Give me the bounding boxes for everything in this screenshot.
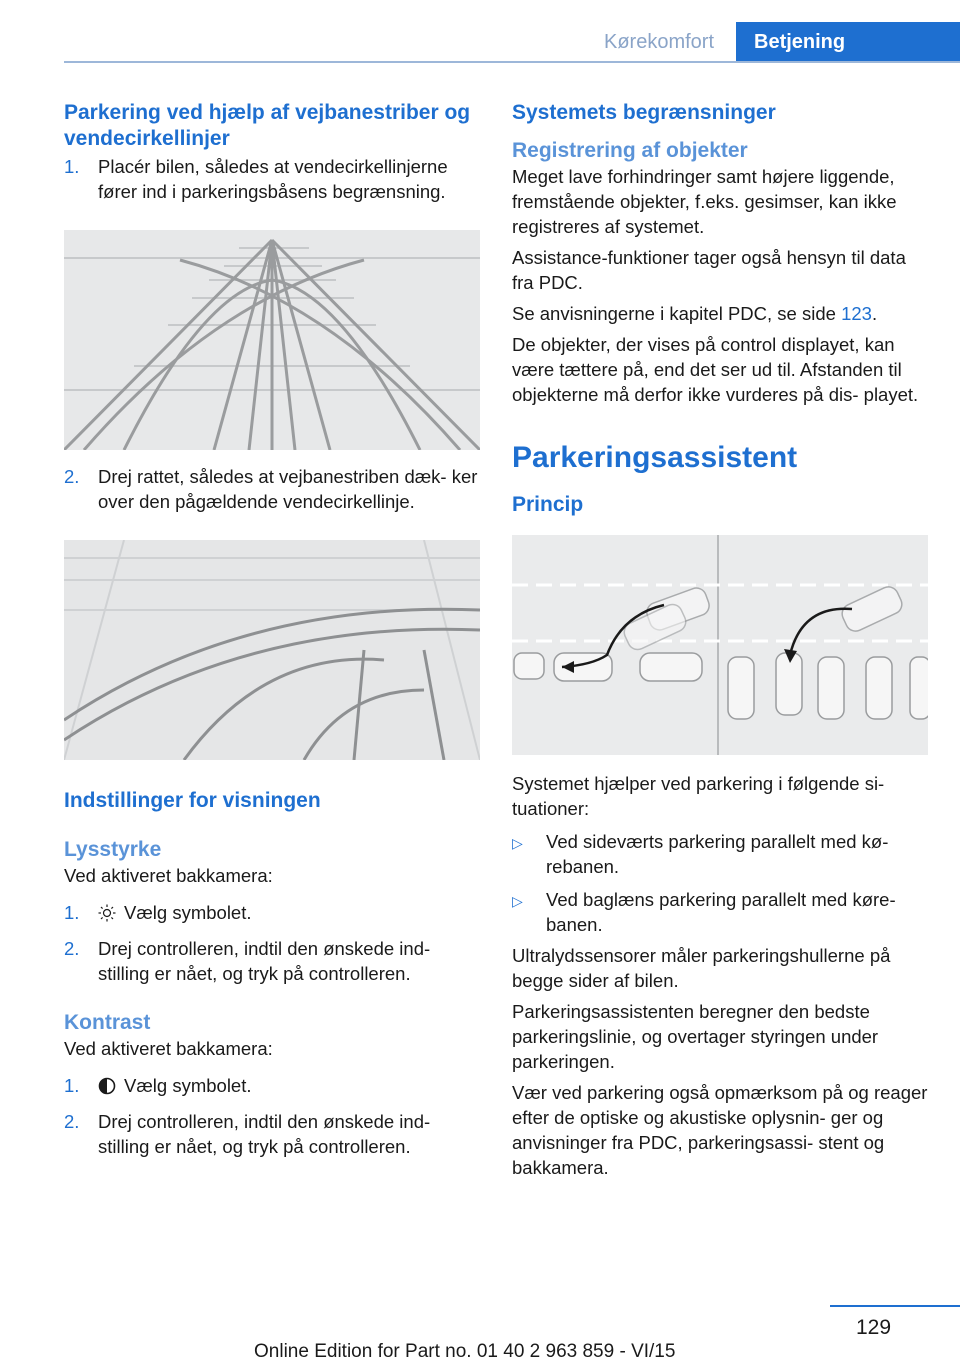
triangle-bullet-icon: ▷: [512, 893, 523, 909]
header-divider: [64, 61, 960, 63]
step-item: [64, 900, 480, 928]
bullet-text: Ved baglæns parkering parallelt med køre- banen.: [546, 889, 896, 935]
step-number: 2.: [64, 938, 80, 959]
tab-section[interactable]: Kørekomfort: [603, 30, 715, 53]
step-item: [64, 1073, 480, 1101]
step-number: 1.: [64, 156, 80, 177]
subheading-brightness: Lysstyrke: [64, 838, 162, 861]
step-number: 1.: [64, 902, 80, 923]
subheading-contrast: Kontrast: [64, 1011, 151, 1034]
step-item: [64, 936, 480, 986]
step-text: Vælg symbolet.: [124, 902, 252, 923]
step-item: [64, 464, 480, 514]
edition-footer: Online Edition for Part no. 01 40 2 963 859 - VI/15: [254, 1341, 676, 1362]
bullet-item: [512, 829, 928, 879]
step-item: [64, 154, 480, 204]
paragraph: Systemet hjælper ved parkering i følgende si- tuationer:: [512, 773, 885, 819]
heading-parking-assistant: Parkeringsassistent: [512, 441, 798, 474]
paragraph: Meget lave forhindringer samt højere liggende, fremstående objekter, f.eks. gesimser, kan ikke registreres af systemet.: [512, 166, 897, 237]
page-number: 129: [856, 1316, 892, 1339]
step-text: Drej rattet, således at vejbanestriben dæk- ker over den pågældende vendecirkellinje.: [98, 466, 478, 512]
step-item: [64, 1109, 480, 1159]
step-text: Placér bilen, således at vendecirkellinjerne fører ind i parkeringsbåsens begrænsning.: [98, 156, 448, 202]
header-tabs: [0, 22, 960, 62]
left-column: [64, 100, 480, 1159]
step-text: Vælg symbolet.: [124, 1075, 252, 1096]
right-column: [512, 100, 928, 1180]
sun-icon: [98, 903, 116, 928]
figure-lane-lines: [64, 230, 480, 450]
heading-settings: Indstillinger for visningen: [64, 789, 321, 812]
figure-parking-principle: [512, 535, 928, 755]
paragraph-with-link: Se anvisningerne i kapitel PDC, se side 123.: [512, 303, 878, 324]
contrast-icon: [98, 1076, 116, 1101]
bullet-text: Ved sideværts parkering parallelt med kø- rebanen.: [546, 831, 889, 877]
footer-divider: [830, 1305, 960, 1307]
subheading-detection: Registrering af objekter: [512, 139, 748, 162]
paragraph: Assistance-funktioner tager også hensyn til data fra PDC.: [512, 247, 906, 293]
page-link[interactable]: 123: [841, 303, 872, 324]
paragraph: Ultralydssensorer måler parkeringshullerne på begge sider af bilen.: [512, 945, 891, 991]
paragraph: Parkeringsassistenten beregner den bedste parkeringslinie, og overtager styringen under parkeringen.: [512, 1001, 879, 1072]
step-text: Drej controlleren, indtil den ønskede ind- stilling er nået, og tryk på controlleren.: [98, 938, 431, 984]
paragraph: De objekter, der vises på control displayet, kan være tættere på, end det ser ud til. Afstanden til objekterne må derfor ikke vurderes på dis- playet.: [512, 334, 919, 405]
turn-circle-illustration: [64, 540, 480, 760]
step-number: 2.: [64, 466, 80, 487]
heading-parking: Parkering ved hjælp af vejbanestriber og vendecirkellinjer: [64, 101, 471, 150]
step-number: 1.: [64, 1075, 80, 1096]
subheading-principle: Princip: [512, 493, 584, 516]
heading-limits: Systemets begrænsninger: [512, 101, 776, 124]
lane-lines-illustration: [64, 230, 480, 450]
step-number: 2.: [64, 1111, 80, 1132]
contrast-intro: Ved aktiveret bakkamera:: [64, 1038, 273, 1059]
parking-principle-illustration: [512, 535, 928, 755]
paragraph: Vær ved parkering også opmærksom på og reager efter de optiske og akustiske oplysnin- ger og anvisninger fra PDC, parkeringsassi- stent og bakkamera.: [512, 1082, 928, 1178]
triangle-bullet-icon: ▷: [512, 835, 523, 851]
step-text: Drej controlleren, indtil den ønskede ind- stilling er nået, og tryk på controlleren.: [98, 1111, 431, 1157]
brightness-intro: Ved aktiveret bakkamera:: [64, 865, 273, 886]
bullet-item: [512, 887, 928, 937]
tab-chapter[interactable]: Betjening: [736, 22, 960, 62]
figure-turn-circle: [64, 540, 480, 760]
